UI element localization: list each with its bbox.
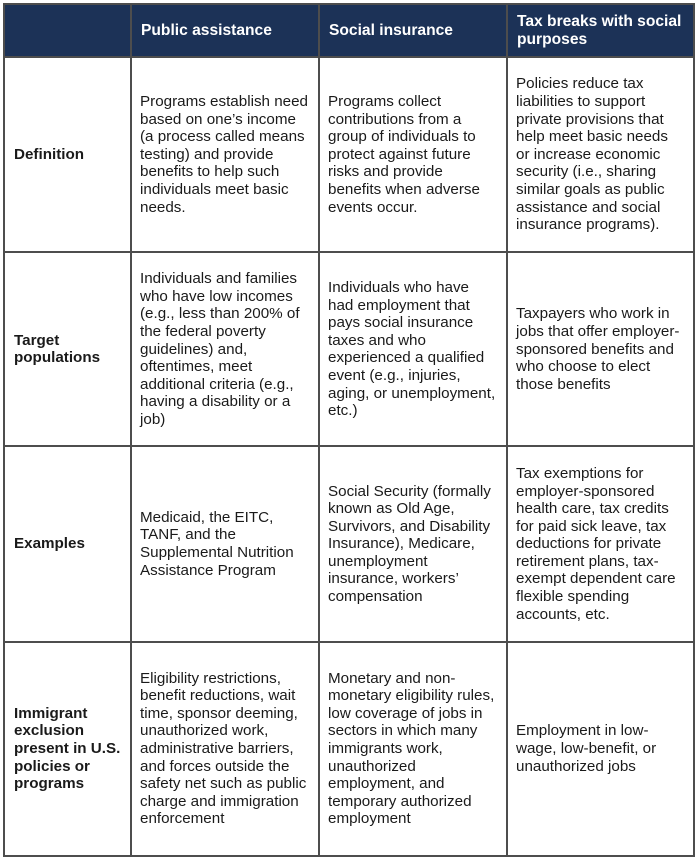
comparison-table [3, 3, 695, 857]
table-row-immigrant-exclusion [4, 642, 694, 856]
cell-examples-social-insurance: Social Security (formally known as Old Age, Survivors, and Disability Insurance), Medicare, unemployment insurance, workers’ compensation [319, 446, 507, 641]
cell-target-social-insurance: Individuals who have had employment that pays social insurance taxes and who experienced a qualified event (e.g., injuries, aging, or unemployment, etc.) [319, 252, 507, 446]
row-header-target-populations: Target populations [4, 252, 131, 446]
table-row-target-populations [4, 252, 694, 446]
cell-examples-tax-breaks: Tax exemptions for employer-sponsored health care, tax credits for paid sick leave, tax deductions for private retirement plans, tax-exempt dependent care flexible spending accounts, etc. [507, 446, 694, 641]
header-corner-cell [4, 4, 131, 57]
column-header-social-insurance: Social insurance [319, 4, 507, 57]
row-header-immigrant-exclusion: Immigrant exclusion present in U.S. policies or programs [4, 642, 131, 856]
cell-definition-public-assistance: Programs establish need based on one’s income (a process called means testing) and provide benefits to help such individuals meet basic needs. [131, 57, 319, 252]
cell-target-tax-breaks: Taxpayers who work in jobs that offer employer-sponsored benefits and who choose to elect those benefits [507, 252, 694, 446]
header-row [4, 4, 694, 57]
cell-examples-public-assistance: Medicaid, the EITC, TANF, and the Supplemental Nutrition Assistance Program [131, 446, 319, 641]
row-header-examples: Examples [4, 446, 131, 641]
column-header-public-assistance: Public assistance [131, 4, 319, 57]
cell-target-public-assistance: Individuals and families who have low incomes (e.g., less than 200% of the federal poverty guidelines) and, oftentimes, meet additional criteria (e.g., having a disability or a job) [131, 252, 319, 446]
cell-definition-tax-breaks: Policies reduce tax liabilities to support private provisions that help meet basic needs or increase economic security (i.e., sharing similar goals as public assistance and social insurance programs). [507, 57, 694, 252]
table-body [4, 57, 694, 856]
cell-exclusion-tax-breaks: Employment in low-wage, low-benefit, or unauthorized jobs [507, 642, 694, 856]
row-header-definition: Definition [4, 57, 131, 252]
table-header [4, 4, 694, 57]
table-row-definition [4, 57, 694, 252]
column-header-tax-breaks: Tax breaks with social purposes [507, 4, 694, 57]
cell-definition-social-insurance: Programs collect contributions from a group of individuals to protect against future risks and provide benefits when adverse events occur. [319, 57, 507, 252]
cell-exclusion-public-assistance: Eligibility restrictions, benefit reductions, wait time, sponsor deeming, unauthorized work, administrative barriers, and forces outside the safety net such as public charge and immigration enforcement [131, 642, 319, 856]
table-row-examples [4, 446, 694, 641]
cell-exclusion-social-insurance: Monetary and non-monetary eligibility rules, low coverage of jobs in sectors in which many immigrants work, unauthorized employment, and temporary authorized employment [319, 642, 507, 856]
